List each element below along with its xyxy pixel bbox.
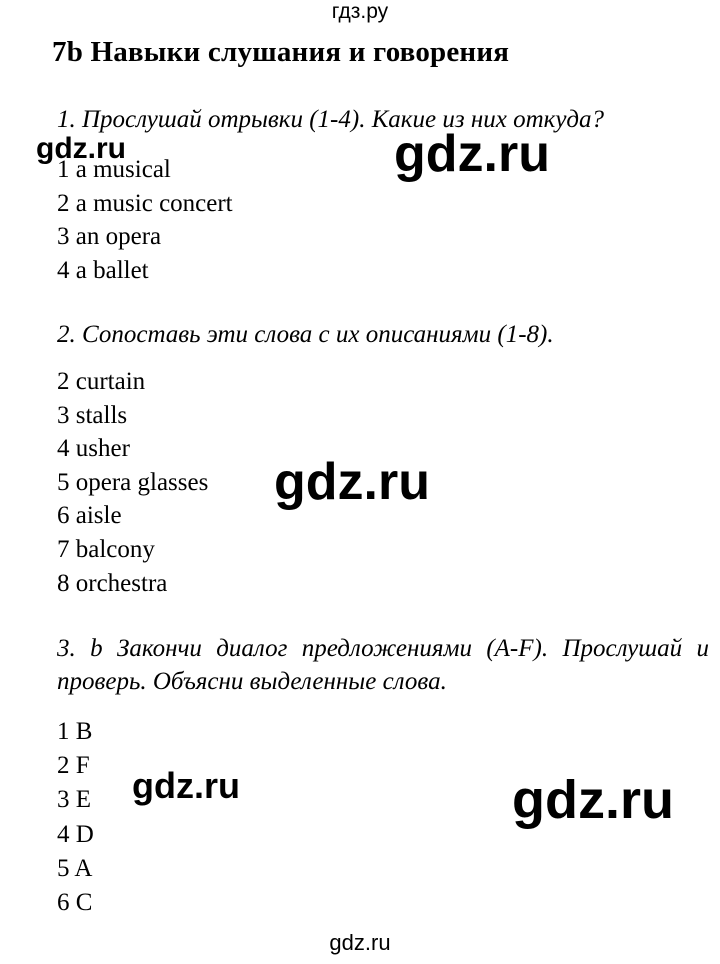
list-item: 2 curtain	[57, 368, 146, 395]
list-item: 6 aisle	[57, 502, 122, 530]
list-item: 1 B	[57, 718, 93, 745]
list-item: 3 an opera	[57, 223, 162, 251]
section-1-list	[57, 153, 233, 287]
page-title: 7b Навыки слушания и говорения	[52, 36, 510, 68]
list-item: 2 F	[57, 752, 90, 780]
list-item: 5 A	[57, 854, 93, 882]
watermark: gdz.ru	[512, 770, 674, 830]
site-header: гдз.ру	[331, 0, 389, 23]
section-2-list	[57, 365, 208, 600]
list-item: 3 E	[57, 786, 92, 814]
watermark: gdz.ru	[132, 765, 240, 806]
list-item: 4 D	[57, 820, 94, 848]
list-item: 7 balcony	[57, 535, 155, 563]
list-item: 5 opera glasses	[57, 468, 209, 496]
list-item: 3 stalls	[57, 401, 128, 429]
list-item: 2 a music concert	[57, 189, 233, 217]
list-item: 4 a ballet	[57, 256, 149, 284]
watermark: gdz.ru	[329, 930, 391, 955]
list-item: 4 usher	[57, 435, 130, 463]
list-item: 6 C	[57, 888, 93, 916]
section-1-instruction: 1. Прослушай отрывки (1-4). Какие из них откуда?	[57, 106, 605, 133]
section-3-list	[57, 715, 94, 920]
list-item: 1 a musical	[57, 156, 171, 183]
watermark: gdz.ru	[394, 125, 550, 183]
watermark: gdz.ru	[274, 453, 430, 511]
watermark: gdz.ru	[36, 132, 126, 165]
section-3-instruction: 3. b Закончи диалог предложениями (A-F). Прослушай и проверь. Объясни выделенные слова.	[57, 635, 709, 695]
section-2-instruction: 2. Сопоставь эти слова с их описаниями (1-8).	[57, 321, 554, 348]
list-item: 8 orchestra	[57, 569, 168, 597]
